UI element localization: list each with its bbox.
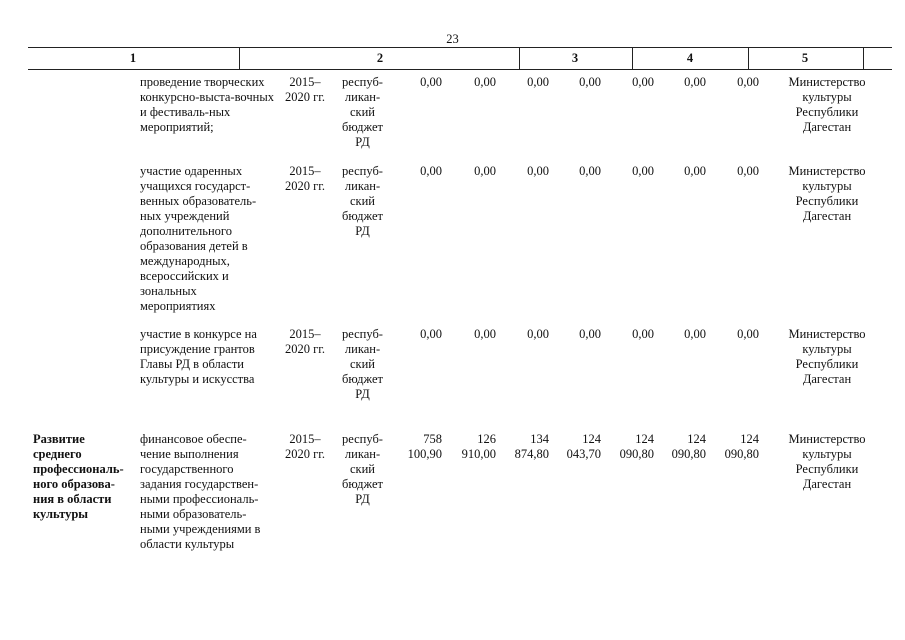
period: 2015–2020 гг. — [284, 164, 326, 193]
amount-cell: 0,00 — [474, 164, 496, 178]
period: 2015–2020 гг. — [284, 432, 326, 461]
header-top-rule — [28, 47, 892, 48]
activity-description: финансовое обеспе-чение выполнения государственного задания государствен-ными профессиональ-ными образователь-ными учреждениями в области культуры — [140, 432, 261, 551]
page-number: 23 — [446, 32, 459, 46]
amount-cell: 758 100,90 — [407, 432, 442, 461]
responsible-organization: Министерство культуры Республики Дагестан — [788, 327, 866, 386]
header-column-2: 2 — [376, 51, 384, 65]
amount-cell: 134 874,80 — [514, 432, 549, 461]
amount-cell: 0,00 — [527, 75, 549, 89]
funding-source: респуб-ликан-ский бюджет РД — [342, 164, 383, 238]
funding-source: респуб-ликан-ский бюджет РД — [342, 75, 383, 149]
amount-cell: 0,00 — [737, 164, 759, 178]
amount-cell: 0,00 — [474, 327, 496, 341]
period: 2015–2020 гг. — [284, 327, 326, 356]
period: 2015–2020 гг. — [284, 75, 326, 104]
responsible-organization: Министерство культуры Республики Дагестан — [788, 75, 866, 134]
amount-cell: 124 090,80 — [671, 432, 706, 461]
amount-cell: 0,00 — [420, 75, 442, 89]
amount-cell: 0,00 — [737, 327, 759, 341]
amount-cell: 0,00 — [632, 327, 654, 341]
header-divider — [863, 47, 864, 69]
header-column-5: 5 — [801, 51, 809, 65]
header-column-4: 4 — [686, 51, 694, 65]
amount-cell: 0,00 — [684, 75, 706, 89]
amount-cell: 0,00 — [579, 164, 601, 178]
amount-cell: 0,00 — [579, 75, 601, 89]
amount-cell: 0,00 — [420, 327, 442, 341]
header-divider — [632, 47, 633, 69]
activity-description: проведение творческих конкурсно-выста-вочных и фестиваль-ных мероприятий; — [140, 75, 274, 134]
activity-description: участие одаренных учащихся государст-венных образователь-ных учреждений дополнительного образования детей в международных, всероссийских и зональных мероприятиях — [140, 164, 257, 313]
amount-cell: 124 090,80 — [619, 432, 654, 461]
amount-cell: 0,00 — [579, 327, 601, 341]
amount-cell: 124 090,80 — [724, 432, 759, 461]
amount-cell: 0,00 — [474, 75, 496, 89]
amount-cell: 0,00 — [420, 164, 442, 178]
amount-cell: 0,00 — [684, 327, 706, 341]
activity-description: участие в конкурсе на присуждение грантов Главы РД в области культуры и искусства — [140, 327, 257, 386]
header-divider — [519, 47, 520, 69]
responsible-organization: Министерство культуры Республики Дагестан — [788, 432, 866, 491]
amount-cell: 0,00 — [527, 327, 549, 341]
funding-source: респуб-ликан-ский бюджет РД — [342, 327, 383, 401]
funding-source: респуб-ликан-ский бюджет РД — [342, 432, 383, 506]
header-column-3: 3 — [571, 51, 579, 65]
amount-cell: 0,00 — [632, 75, 654, 89]
amount-cell: 0,00 — [527, 164, 549, 178]
header-column-1: 1 — [129, 51, 137, 65]
amount-cell: 0,00 — [632, 164, 654, 178]
header-divider — [748, 47, 749, 69]
amount-cell: 126 910,00 — [461, 432, 496, 461]
header-divider — [239, 47, 240, 69]
responsible-organization: Министерство культуры Республики Дагестан — [788, 164, 866, 223]
amount-cell: 0,00 — [737, 75, 759, 89]
amount-cell: 124 043,70 — [566, 432, 601, 461]
header-bottom-rule — [28, 69, 892, 70]
section-title: Развитие среднего профессиональ-ного образова-ния в области культуры — [33, 432, 124, 521]
amount-cell: 0,00 — [684, 164, 706, 178]
